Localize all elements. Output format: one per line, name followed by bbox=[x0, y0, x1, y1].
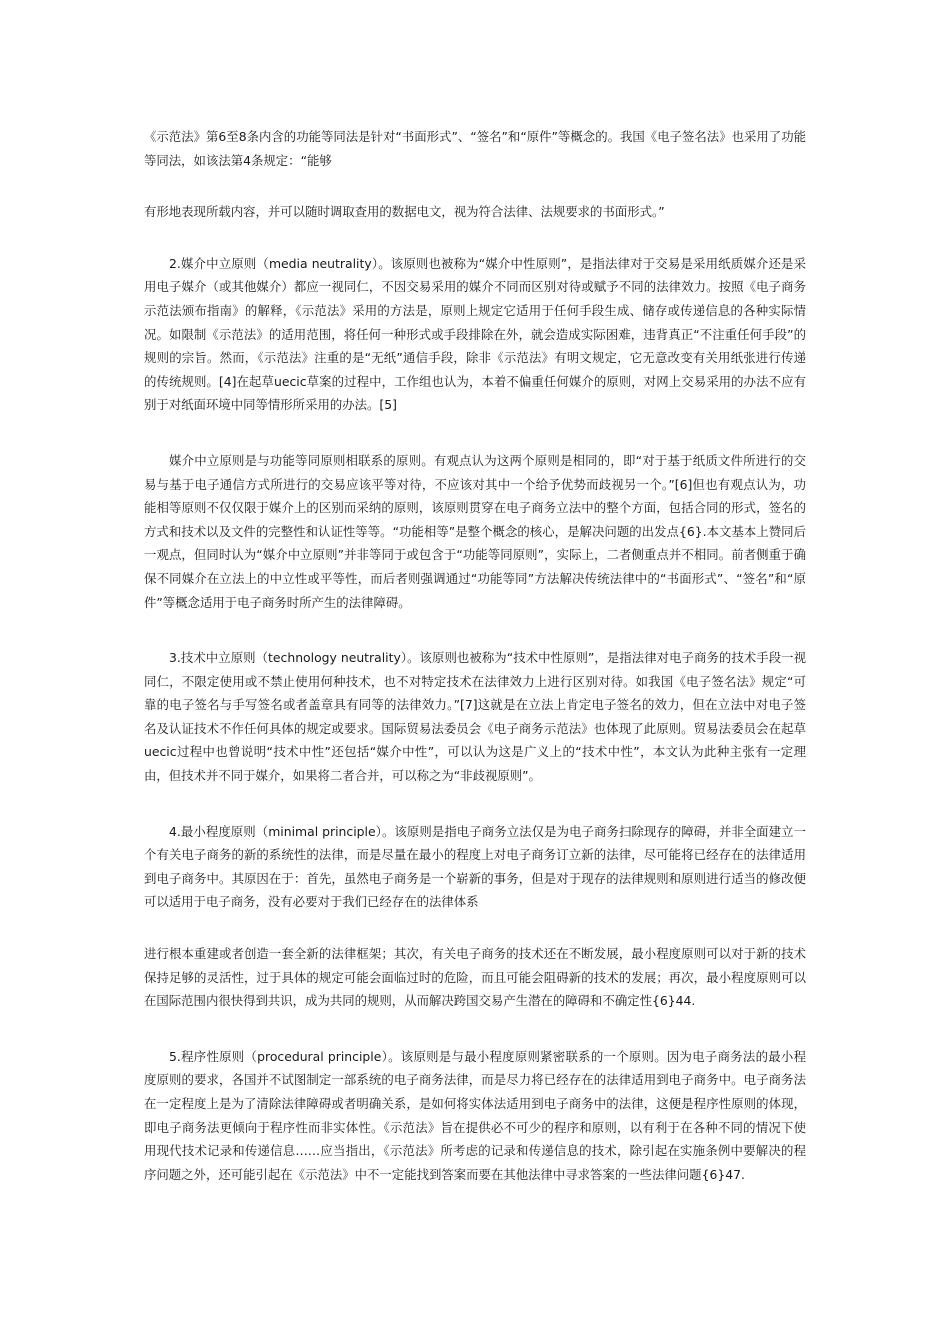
paragraph-minimal-principle: 4.最小程度原则（minimal principle）。该原则是指电子商务立法仅是为电子商务扫除现存的障碍，并非全面建立一个有关电子商务的新的系统性的法律，而是尽量在最小的程度上对电子商务订立新的法律，尽可能将已经存在的法律适用到电子商务中。其原因在于：首先，虽然电子商务是一个崭新的事务，但是对于现存的法律规则和原则进行适当的修改便可以适用于电子商务，没有必要对于我们已经存在的法律体系 bbox=[144, 823, 806, 910]
document-body bbox=[144, 125, 806, 1186]
paragraph-functional-equivalence: 《示范法》第6至8条内含的功能等同法是针对“书面形式”、“签名”和“原件”等概念的。我国《电子签名法》也采用了功能等同法，如该法第4条规定：“能够 bbox=[144, 129, 806, 168]
paragraph-technology-neutrality: 3.技术中立原则（technology neutrality）。该原则也被称为“技术中性原则”，是指法律对电子商务的技术手段一视同仁，不限定使用或不禁止使用何种技术，也不对特定技术在法律效力上进行区别对待。如我国《电子签名法》规定“可靠的电子签名与手写签名或者盖章具有同等的法律效力。”[7]这就是在立法上肯定电子签名的效力，但在立法中对电子签名及认证技术不作任何具体的规定或要求。国际贸易法委员会《电子商务示范法》也体现了此原则。贸易法委员会在起草uecic过程中也曾说明“技术中性”还包括“媒介中性”，可以认为这是广义上的“技术中性”，本文认为此种主张有一定理由，但技术并不同于媒介，如果将二者合并，可以称之为“非歧视原则”。 bbox=[144, 650, 806, 784]
paragraph-media-vs-functional: 媒介中立原则是与功能等同原则相联系的原则。有观点认为这两个原则是相同的，即“对于基于纸质文件所进行的交易与基于电子通信方式所进行的交易应该平等对待，不应该对其中一个给予优势而歧视另一个。”[6]但也有观点认为，功能相等原则不仅仅限于媒介上的区别而采纳的原则，该原则贯穿在电子商务立法中的整个方面，包括合同的形式，签名的方式和技术以及文件的完整性和认证性等等。“功能相等”是整个概念的核心，是解决问题的出发点{6}.本文基本上赞同后一观点，但同时认为“媒介中立原则”并非等同于或包含于“功能等同原则”，实际上，二者侧重点并不相同。前者侧重于确保不同媒介在立法上的中立性或平等性，而后者则强调通过“功能等同”方法解决传统法律中的“书面形式”、“签名”和“原件”等概念适用于电子商务时所产生的法律障碍。 bbox=[144, 452, 806, 610]
paragraph-media-neutrality: 2.媒介中立原则（media neutrality）。该原则也被称为“媒介中性原则”，是指法律对于交易是采用纸质媒介还是采用电子媒介（或其他媒介）都应一视同仁，不因交易采用的媒介不同而区别对待或赋予不同的法律效力。按照《电子商务示范法颁布指南》的解释，《示范法》采用的方法是，原则上规定它适用于任何手段生成、储存或传递信息的各种实际情况。如限制《示范法》的适用范围，将任何一种形式或手段排除在外，就会造成实际困难，违背真正“不注重任何手段”的规则的宗旨。然而，《示范法》注重的是“无纸”通信手段，除非《示范法》有明文规定，它无意改变有关用纸张进行传递的传统规则。[4]在起草uecic草案的过程中，工作组也认为，本着不偏重任何媒介的原则，对网上交易采用的办法不应有别于对纸面环境中同等情形所采用的办法。[5] bbox=[144, 255, 806, 413]
paragraph-procedural-principle: 5.程序性原则（procedural principle）。该原则是与最小程度原则紧密联系的一个原则。因为电子商务法的最小程度原则的要求，各国并不试图制定一部系统的电子商务法律，而是尽力将已经存在的法律适用到电子商务中。电子商务法在一定程度上是为了清除法律障碍或者明确关系，是如何将实体法适用到电子商务中的法律，这便是程序性原则的体现，即电子商务法更倾向于程序性而非实体性。《示范法》旨在提供必不可少的程序和原则，以有利于在各种不同的情况下使用现代技术记录和传递信息……应当指出，《示范法》所考虑的记录和传递信息的技术，除引起在实施条例中要解决的程序问题之外，还可能引起在《示范法》中不一定能找到答案而要在其他法律中寻求答案的一些法律问题{6}47. bbox=[144, 1048, 806, 1182]
paragraph-minimal-principle-cont: 进行根本重建或者创造一套全新的法律框架；其次，有关电子商务的技术还在不断发展，最小程度原则可以对于新的技术保持足够的灵活性，过于具体的规定可能会面临过时的危险，而且可能会阻碍新的技术的发展；再次，最小程度原则可以在国际范围内很快得到共识，成为共同的规则，从而解决跨国交易产生潜在的障碍和不确定性{6}44. bbox=[144, 946, 806, 1009]
paragraph-functional-equivalence-cont: 有形地表现所载内容，并可以随时调取查用的数据电文，视为符合法律、法规要求的书面形式。” bbox=[144, 204, 665, 220]
